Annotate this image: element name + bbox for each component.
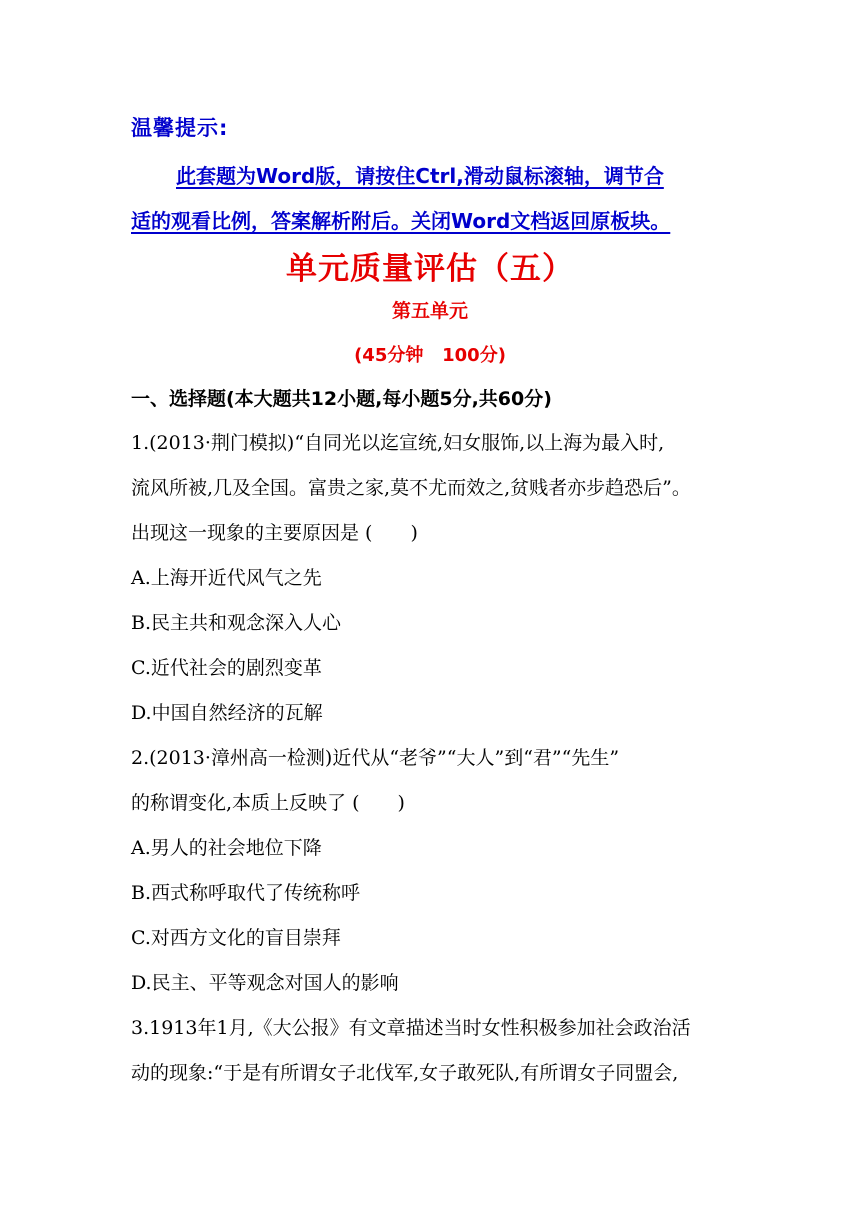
question-1-line-2: 流风所被,几及全国。富贵之家,莫不尤而效之,贫贱者亦步趋恐后”。 (131, 477, 691, 499)
question-2-option-a: A.男人的社会地位下降 (131, 837, 322, 859)
question-1-option-d: D.中国自然经济的瓦解 (131, 702, 323, 724)
section-heading: 一、选择题(本大题共12小题,每小题5分,共60分) (131, 388, 552, 410)
question-2-option-b: B.西式称呼取代了传统称呼 (131, 882, 361, 904)
tip-line-2: 适的观看比例，答案解析附后。关闭Word文档返回原板块。 (131, 209, 671, 233)
question-2-line-2: 的称谓变化,本质上反映了 ( ) (131, 792, 405, 814)
question-1-option-c: C.近代社会的剧烈变革 (131, 657, 322, 679)
unit-subtitle: 第五单元 (391, 300, 468, 322)
question-3-line-2: 动的现象:“于是有所谓女子北伐军,女子敢死队,有所谓女子同盟会, (131, 1062, 679, 1084)
question-2-line-1: 2.(2013·漳州高一检测)近代从“老爷”“大人”到“君”“先生” (131, 747, 620, 769)
question-1-line-1: 1.(2013·荆门模拟)“自同光以迄宣统,妇女服饰,以上海为最入时, (131, 432, 665, 454)
question-1-line-3: 出现这一现象的主要原因是 ( ) (131, 522, 418, 544)
question-1-option-b: B.民主共和观念深入人心 (131, 612, 342, 634)
tip-line-1: 此套题为Word版，请按住Ctrl,滑动鼠标滚轴，调节合 (176, 164, 664, 188)
time-score-line: (45分钟 100分) (354, 345, 506, 366)
question-1-option-a: A.上海开近代风气之先 (131, 567, 322, 589)
question-2-option-c: C.对西方文化的盲目崇拜 (131, 927, 341, 949)
question-2-option-d: D.民主、平等观念对国人的影响 (131, 972, 399, 994)
question-3-line-1: 3.1913年1月,《大公报》有文章描述当时女性积极参加社会政治活 (131, 1017, 691, 1039)
tip-title: 温馨提示: (131, 116, 229, 140)
page-title: 单元质量评估（五） (286, 251, 574, 287)
